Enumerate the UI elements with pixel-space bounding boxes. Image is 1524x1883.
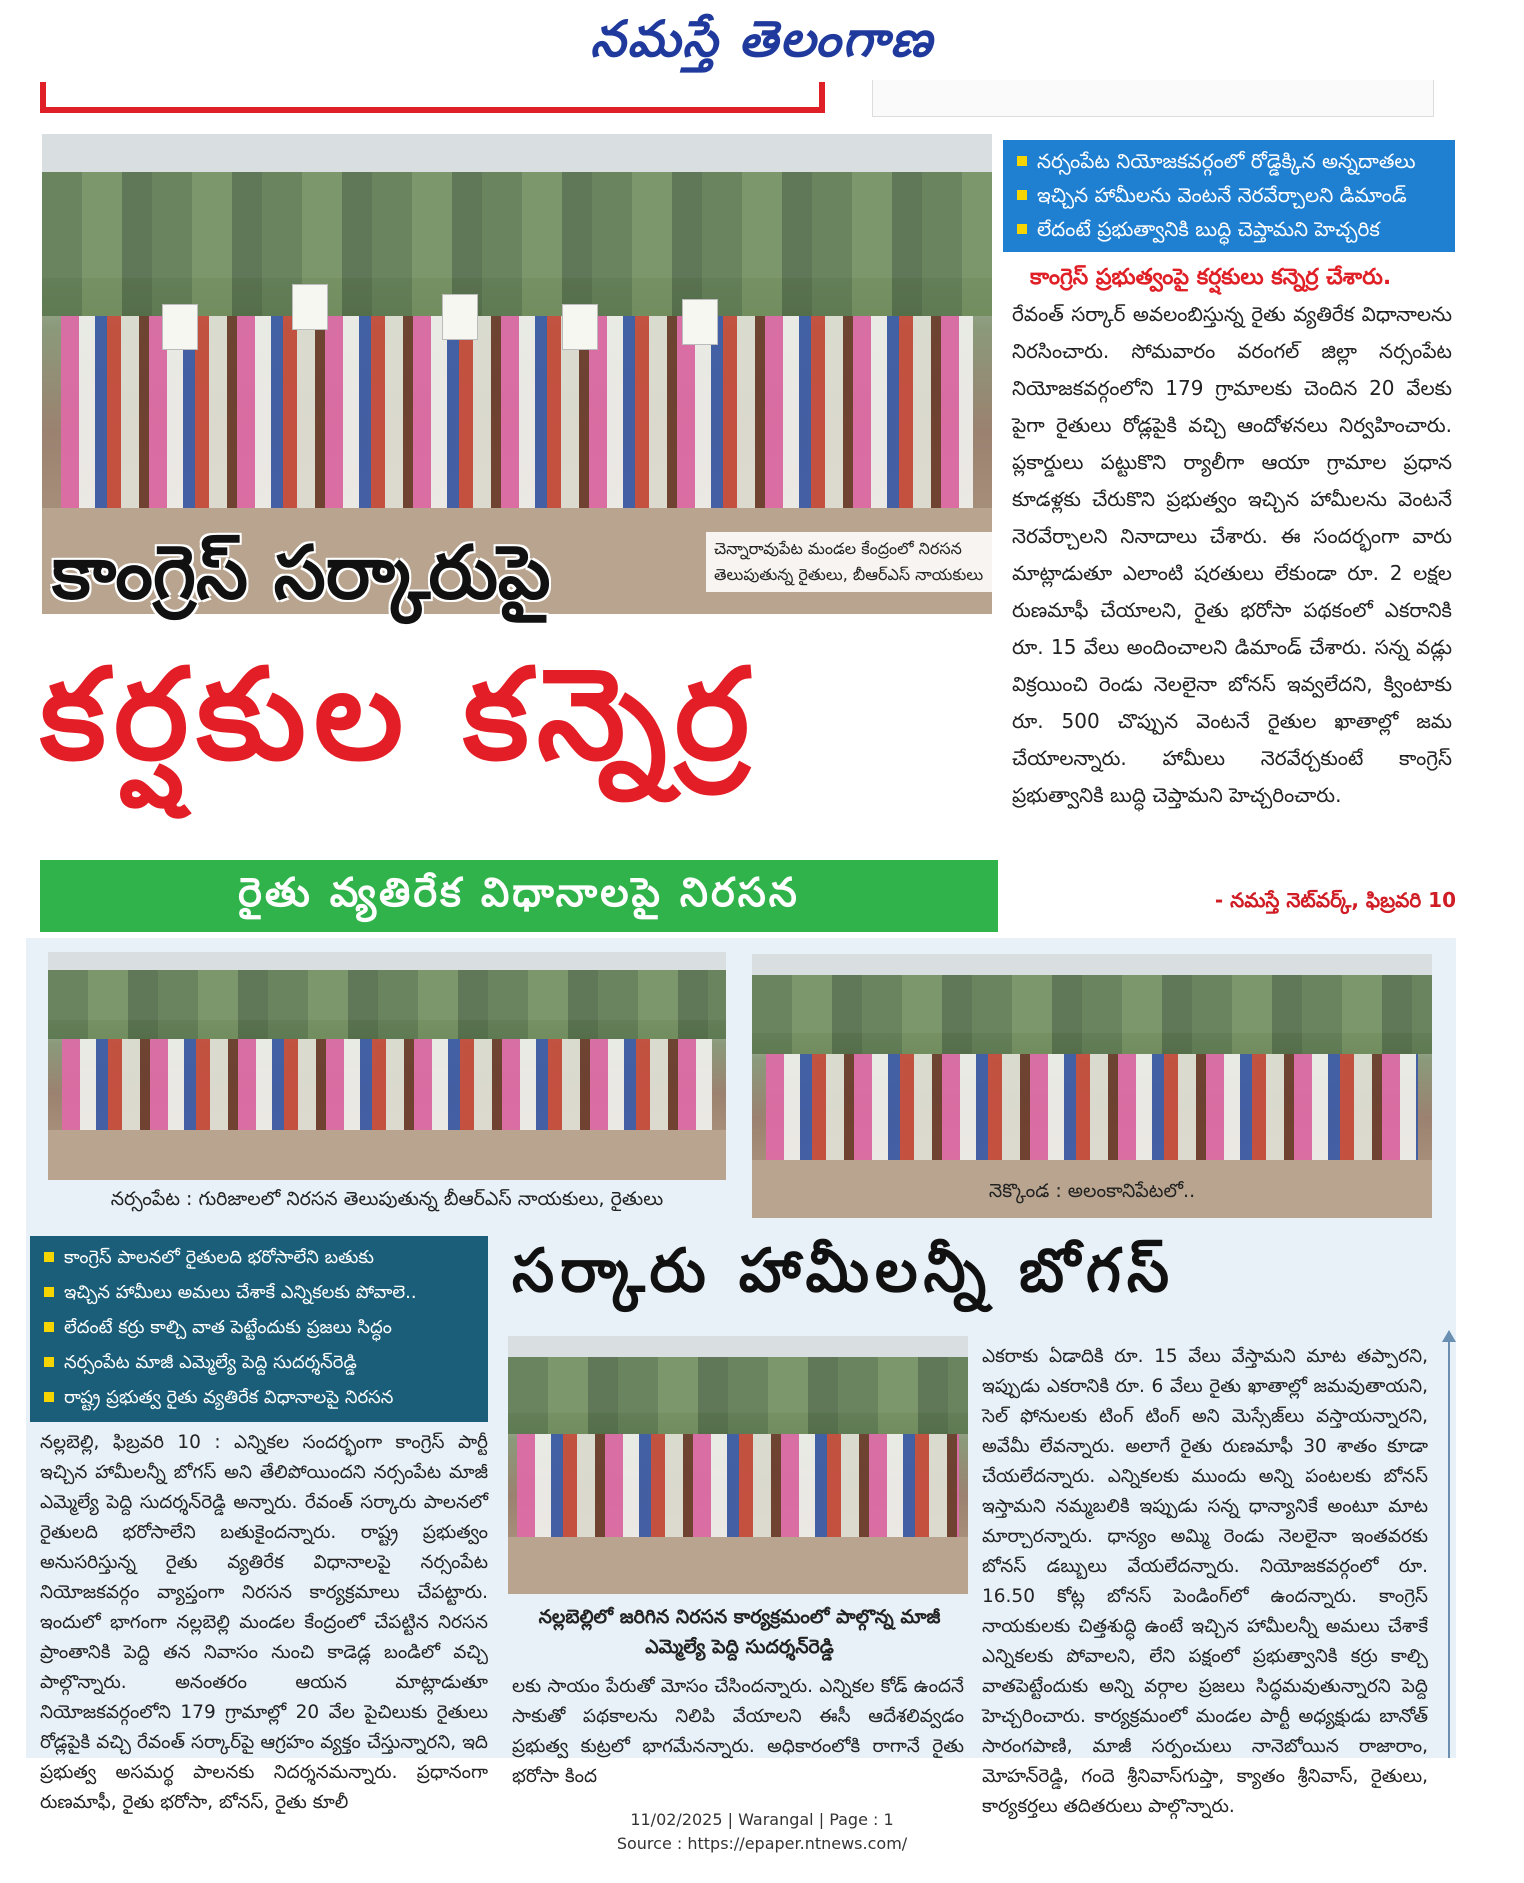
highlight-item: కాంగ్రెస్ పాలనలో రైతులది భరోసాలేని బతుకు — [30, 1240, 488, 1275]
highlight-item: నర్సంపేట మాజీ ఎమ్మెల్యే పెద్ది సుదర్శన్‌రెడ్డి — [30, 1345, 488, 1380]
bullet-icon — [44, 1357, 54, 1367]
main-photo-caption: చెన్నారావుపేట మండల కేంద్రంలో నిరసన తెలుపుతున్న రైతులు, బీఆర్ఎస్ నాయకులు — [706, 532, 998, 592]
bullet-icon — [44, 1287, 54, 1297]
bullet-icon — [1017, 156, 1027, 166]
highlight-item: లేదంటే ప్రభుత్వానికి బుద్ధి చెప్తామని హెచ్చరిక — [1003, 212, 1455, 246]
arrow-up-icon — [1442, 1330, 1456, 1342]
bullet-icon — [1017, 224, 1027, 234]
highlight-item: ఇచ్చిన హామీలను వెంటనే నెరవేర్చాలని డిమాండ్ — [1003, 178, 1455, 212]
headline-line-2: కర్షకుల కన్నెర్ర — [40, 641, 758, 788]
bullet-icon — [44, 1252, 54, 1262]
source-link[interactable]: Source : https://epaper.ntnews.com/ — [616, 1834, 908, 1853]
continuation-line — [1448, 1340, 1450, 1758]
highlight-item: లేదంటే కర్రు కాల్చి వాత పెట్టేందుకు ప్రజలు సిద్ధం — [30, 1310, 488, 1345]
nekkonda-protest-photo — [752, 954, 1432, 1218]
highlight-item: రాష్ట్ర ప్రభుత్వ రైతు వ్యతిరేక విధానాలపై నిరసన — [30, 1380, 488, 1415]
article-body: రేవంత్ సర్కార్ అవలంబిస్తున్న రైతు వ్యతిరేక విధానాలను నిరసించారు. సోమవారం వరంగల్ జిల్లా నర్సంపేట నియోజకవర్గంలోని 179 గ్రామాలకు చెందిన 20 వేలకు పైగా రైతులు రోడ్లపైకి వచ్చి ఆందోళనలు నిర్వహించారు. ప్లకార్డులు పట్టుకొని ర్యాలీగా ఆయా గ్రామాల ప్రధాన కూడళ్లకు చేరుకొని ప్రభుత్వం ఇచ్చిన హామీలను వెంటనే నెరవేర్చాలని నినాదాలు చేశారు. ఈ సందర్భంగా వారు మాట్లాడుతూ ఎలాంటి షరతులు లేకుండా రూ. 2 లక్షల రుణమాఫీ చేయాలని, రైతు భరోసా పథకంలో ఎకరానికి రూ. 15 వేలు అందించాలని డిమాండ్ చేశారు. సన్న వడ్లు విక్రయించి రెండు నెలలైనా బోనస్ ఇవ్వలేదని, క్వింటాకు రూ. 500 చొప్పున వెంటనే రైతుల ఖాతాల్లో జమ చేయాలన్నారు. హామీలు నెరవేర్చకుంటే కాంగ్రెస్ ప్రభుత్వానికి బుద్ధి చెప్తామని హెచ్చరించారు. — [1012, 302, 1452, 807]
left-photo-caption: నర్సంపేట : గురిజాలలో నిరసన తెలుపుతున్న బీఆర్ఎస్ నాయకులు, రైతులు — [110, 1188, 664, 1210]
second-story-column-right: ఎకరాకు ఏడాదికి రూ. 15 వేలు వేస్తామని మాట తప్పారని, ఇప్పుడు ఎకరానికి రూ. 6 వేలు రైతు ఖాతాల్లో జమవుతాయని, సెల్ ఫోనులకు టింగ్ టింగ్ అని మెస్సేజ్‌లు వస్తాయన్నారని, అవేమీ లేవన్నారు. అలాగే రైతు రుణమాఫీ 30 శాతం కూడా చేయలేదన్నారు. ఎన్నికలకు ముందు అన్ని పంటలకు బోనస్ ఇస్తామని నమ్మబలికి ఇప్పుడు సన్న ధాన్యానికే అంటూ మాట మార్చారన్నారు. ధాన్యం అమ్మి రెండు నెలలైనా ఇంతవరకు బోనస్ డబ్బులు వేయలేదన్నారు. నియోజకవర్గంలో రూ. 16.50 కోట్ల బోనస్ పెండింగ్‌లో ఉందన్నారు. కాంగ్రెస్ నాయకులకు చిత్తశుద్ధి ఉంటే ఇచ్చిన హామీలన్నీ అమలు చేశాకే ఎన్నికలకు పోవాలని, లేని పక్షంలో ప్రభుత్వానికి కర్రు కాల్చి వాతపెట్టేందుకు అన్ని వర్గాల ప్రజలు సిద్ధమవుతున్నారని పెద్ది హెచ్చరించారు. కార్యక్రమంలో మండల పార్టీ అధ్యక్షుడు బానోత్ సారంగపాణి, మాజీ సర్పంచులు నానెబోయిన రాజారాం, మోహన్‌రెడ్డి, గందె శ్రీనివాస్‌గుప్తా, క్యాతం శ్రీనివాస్, రైతులు, కార్యకర్తలు తదితరులు పాల్గొన్నారు. — [982, 1346, 1428, 1817]
headline-line-1: కాంగ్రెస్ సర్కారుపై — [52, 530, 551, 616]
bullet-icon — [1017, 190, 1027, 200]
second-headline: సర్కారు హామీలన్నీ బోగస్ — [512, 1236, 1176, 1306]
highlight-item: నర్సంపేట నియోజకవర్గంలో రోడ్డెక్కిన అన్నదాతలు — [1003, 144, 1455, 178]
second-story-column-left: నల్లబెల్లి, ఫిబ్రవరి 10 : ఎన్నికల సందర్భంగా కాంగ్రెస్ పార్టీ ఇచ్చిన హామీలన్నీ బోగస్ అని తేలిపోయిందని నర్సంపేట మాజీ ఎమ్మెల్యే పెద్ది సుదర్శన్‌రెడ్డి అన్నారు. రేవంత్ సర్కారు పాలనలో రైతులది భరోసాలేని బతుకైందన్నారు. రాష్ట్ర ప్రభుత్వం అనుసరిస్తున్న రైతు వ్యతిరేక విధానాలపై నర్సంపేట నియోజకవర్గం వ్యాప్తంగా నిరసన కార్యక్రమాలు చేపట్టారు. ఇందులో భాగంగా నల్లబెల్లి మండల కేంద్రంలో చేపట్టిన నిరసన ప్రాంతానికి పెద్ది తన నివాసం నుంచి కాడెడ్ల బండిలో వచ్చి పాల్గొన్నారు. అనంతరం ఆయన మాట్లాడుతూ నియోజకవర్గంలోని 179 గ్రామాల్లో 20 వేల పైచిలుకు రైతులు రోడ్లపైకి వచ్చి రేవంత్ సర్కార్‌పై ఆగ్రహం వ్యక్తం చేస్తున్నారని, ఇది ప్రభుత్వ అసమర్థ పాలనకు నిదర్శనమన్నారు. ప్రధానంగా రుణమాఫీ, రైతు భరోసా, బోనస్, రైతు కూలీ — [40, 1432, 488, 1813]
second-story-column-middle: లకు సాయం పేరుతో మోసం చేసిందన్నారు. ఎన్నికల కోడ్ ఉందనే సాకుతో పథకాలను నిలిపి వేయాలని ఈసీ ఆదేశలివ్వడం ప్రభుత్వ కుట్రలో భాగమేనన్నారు. అధికారంలోకి రాగానే రైతు భరోసా కింద — [512, 1676, 964, 1787]
second-highlights-box — [30, 1236, 488, 1422]
narsampet-protest-photo — [48, 952, 726, 1180]
edition-info: 11/02/2025 | Warangal | Page : 1 — [630, 1810, 894, 1829]
highlights-box — [1003, 140, 1455, 252]
divider — [40, 107, 825, 113]
nallabelli-protest-photo — [508, 1336, 968, 1594]
center-photo-caption: నల్లబెల్లిలో జరిగిన నిరసన కార్యక్రమంలో పాల్గొన్న మాజీ ఎమ్మెల్యే పెద్ది సుదర్శన్‌రెడ్డి — [538, 1606, 941, 1658]
highlight-item: ఇచ్చిన హామీలు అమలు చేశాకే ఎన్నికలకు పోవాలె.. — [30, 1275, 488, 1310]
divider — [819, 82, 825, 112]
header-right-box — [872, 80, 1434, 117]
bullet-icon — [44, 1322, 54, 1332]
subheadline: రైతు వ్యతిరేక విధానాలపై నిరసన — [238, 870, 800, 916]
article-lead: కాంగ్రెస్ ప్రభుత్వంపై కర్షకులు కన్నెర్ర చేశారు. — [1030, 265, 1392, 290]
right-photo-caption: నెక్కొండ : అలంకానిపేటలో.. — [988, 1180, 1196, 1202]
article-byline: - నమస్తే నెట్‌వర్క్, ఫిబ్రవరి 10 — [1214, 888, 1456, 912]
newspaper-logo-title: నమస్తే తెలంగాణ — [590, 10, 934, 68]
bullet-icon — [44, 1392, 54, 1402]
